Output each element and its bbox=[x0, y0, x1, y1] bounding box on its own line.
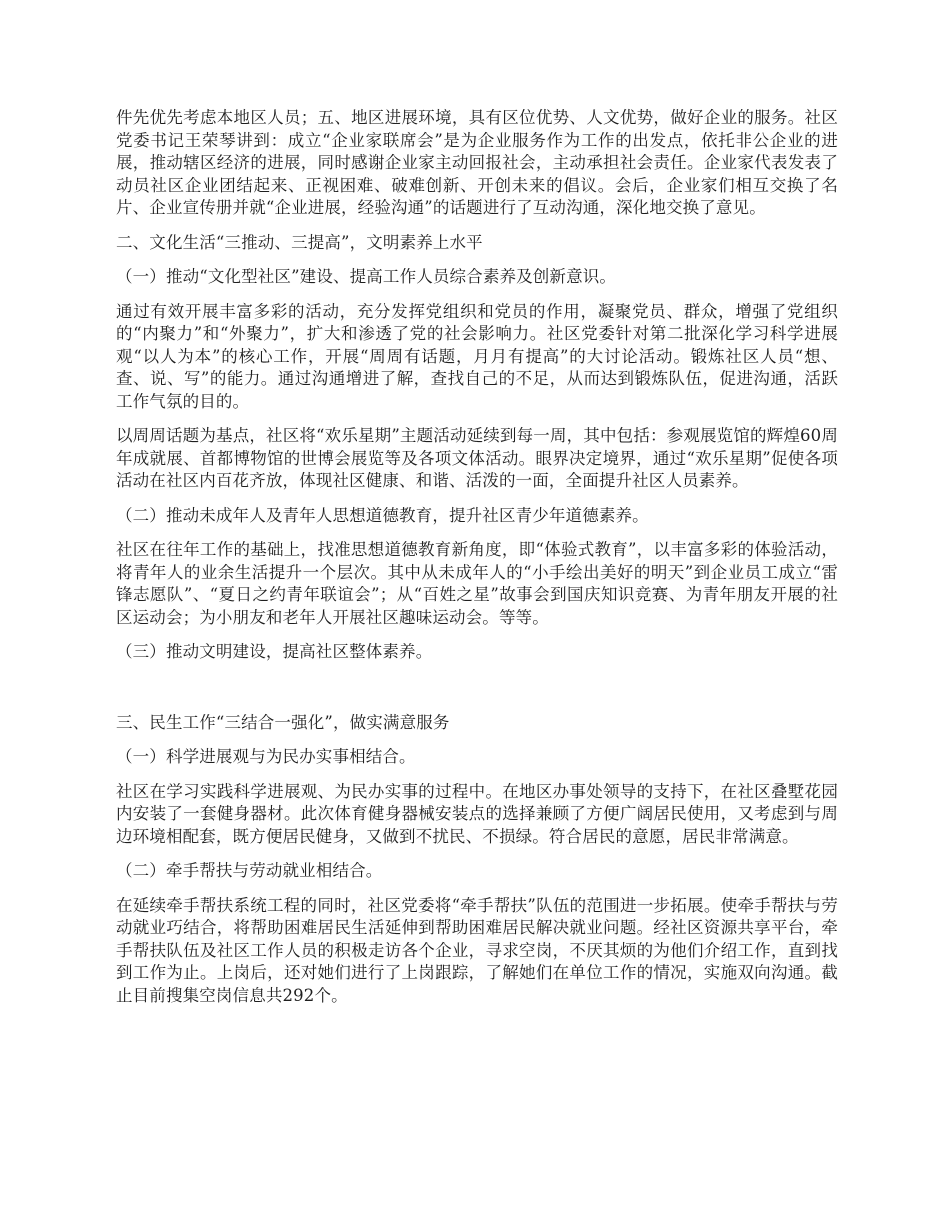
subheading-assistance-employment: （二）牵手帮扶与劳动就业相结合。 bbox=[116, 861, 383, 880]
blank-space bbox=[116, 676, 838, 712]
subheading-youth-education: （二）推动未成年人及青年人思想道德教育，提升社区青少年道德素养。 bbox=[116, 505, 649, 525]
subheading-civilization: （三）推动文明建设，提高社区整体素养。 bbox=[116, 642, 433, 661]
paragraph-enterprise-meeting: 件先优先考虑本地区人员；五、地区进展环境，具有区位优势、人文优势，做好企业的服务。社区党委书记王荣琴讲到：成立“企业家联席会”是为企业服务作为工作的出发点，依托非公企业的进展，推动辖区经济的进展，同时感谢企业家主动回报社会，主动承担社会责任。企业家代表发表了动员社区企业团结起来、正视困难、破难创新、开创未来的倡议。会后，企业家们相互交换了名片、企业宣传册并就“企业进展，经验沟通”的话题进行了互动沟通，深化地交换了意见。 bbox=[116, 108, 838, 217]
section-heading-livelihood: 三、民生工作“三结合一强化”，做实满意服务 bbox=[116, 712, 450, 732]
paragraph-job-assistance: 在延续牵手帮扶系统工程的同时，社区党委将“牵手帮扶”队伍的范围进一步拓展。使牵手帮扶与劳动就业巧结合，将帮助困难居民生活延伸到帮助困难居民解决就业问题。经社区资源共享平台，牵手帮扶队伍及社区工作人员的积极走访各个企业，寻求空岗，不厌其烦的为他们介绍工作，直到找到工作为止。上岗后，还对她们进行了上岗跟踪，了解她们在单位工作的情况，实施双向沟通。截止目前搜集空岗信息共292个。 bbox=[116, 895, 838, 1005]
paragraph-happy-week: 以周周话题为基点，社区将“欢乐星期”主题活动延续到每一周，其中包括：参观展览馆的辉煌60周年成就展、首都博物馆的世博会展览等及各项文体活动。眼界决定境界，通过“欢乐星期”促使各项活动在社区内百花齐放，体现社区健康、和谐、活泼的一面，全面提升社区人员素养。 bbox=[116, 426, 838, 490]
subheading-practical-matters: （一）科学进展观与为民办实事相结合。 bbox=[116, 747, 416, 766]
section-heading-culture: 二、文化生活“三推动、三提高”，文明素养上水平 bbox=[116, 232, 483, 252]
paragraph-fitness-equipment: 社区在学习实践科学进展观、为民办实事的过程中。在地区办事处领导的支持下，在社区叠墅花园内安装了一套健身器材。此次体育健身器械安装点的选择兼顾了方便广阔居民使用，又考虑到与周边环境相配套，既方便居民健身，又做到不扰民、不损绿。符合居民的意愿，居民非常满意。 bbox=[116, 781, 838, 846]
subheading-culture-community: （一）推动“文化型社区”建设、提高工作人员综合素养及创新意识。 bbox=[116, 267, 617, 286]
paragraph-party-activities: 通过有效开展丰富多彩的活动，充分发挥党组织和党员的作用，凝聚党员、群众，增强了党组织的“内聚力”和“外聚力”，扩大和渗透了党的社会影响力。社区党委针对第二批深化学习科学进展观“以人为本”的核心工作，开展“周周有话题，月月有提高”的大讨论活动。锻炼社区人员“想、查、说、写”的能力。通过沟通增进了解，查找自己的不足，从而达到锻炼队伍，促进沟通，活跃工作气氛的目的。 bbox=[116, 301, 838, 411]
paragraph-experiential-education: 社区在往年工作的基础上，找准思想道德教育新角度，即“体验式教育”，以丰富多彩的体验活动，将青年人的业余生活提升一个层次。其中从未成年人的“小手绘出美好的明天”到企业员工成立“雷锋志愿队”、“夏日之约青年联谊会”；从“百姓之星”故事会到国庆知识竞赛、为青年朋友开展的社区运动会；为小朋友和老年人开展社区趣味运动会。等等。 bbox=[116, 540, 838, 627]
document-body bbox=[116, 107, 838, 1019]
